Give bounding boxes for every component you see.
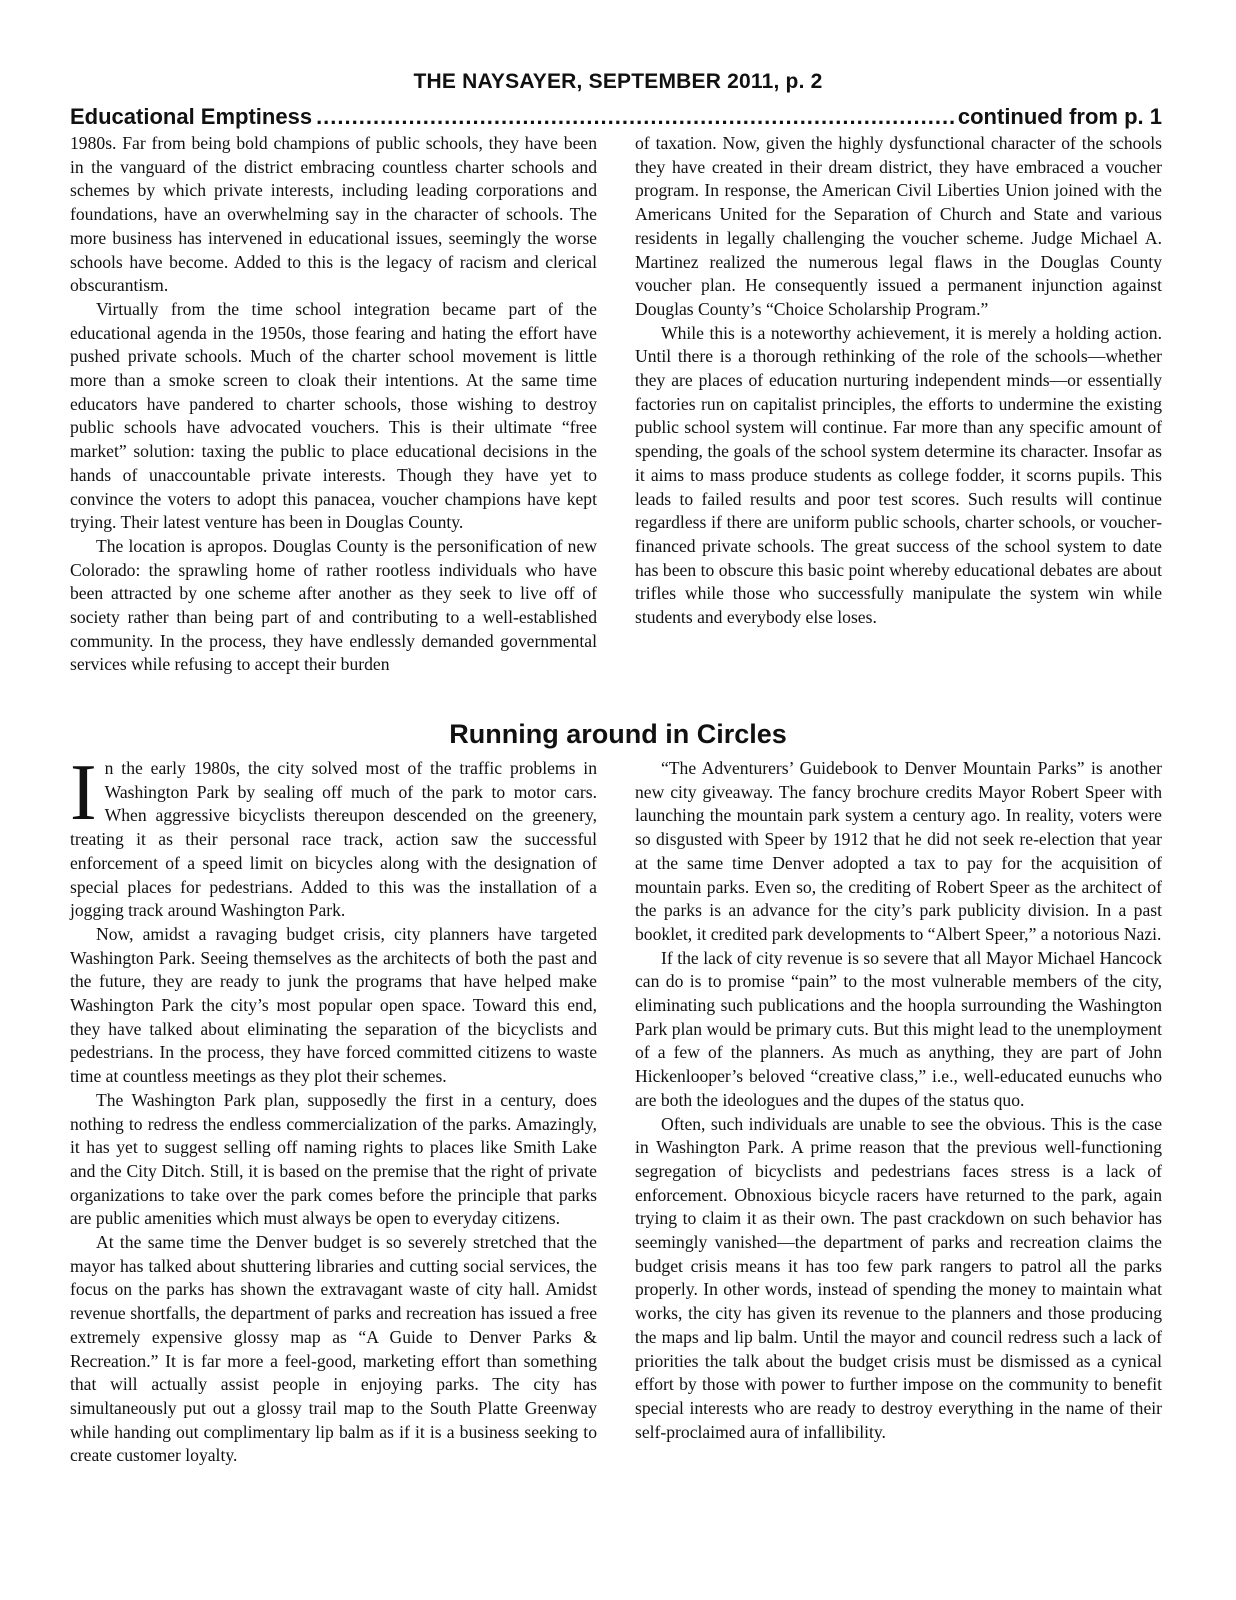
paragraph: Often, such individuals are unable to see the obvious. This is the case in Washington Park. A prime reason that the previous well-functioning segregation of bicyclists and pedestrians faces stress is a lack of enforcement. Obnoxious bicycle racers have returned to the park, again trying to claim it as their own. The past crackdown on such behavior has seemingly vanished—the department of parks and recreation claims the budget crisis means it has too few park rangers to patrol all the parks properly. In other words, instead of spending the money to maintain what works, the city has given its revenue to the planners and those producing the maps and lip balm. Until the mayor and council redress such a lack of priorities the talk about the budget crisis must be dismissed as a cynical effort by those with power to further impose on the community to benefit special interests who are ready to destroy everything in the name of their self-proclaimed aura of infallibility. bbox=[635, 1113, 1162, 1442]
article1-continued-note: continued from p. 1 bbox=[957, 104, 1162, 129]
dot-leader bbox=[316, 104, 954, 130]
paragraph: The Washington Park plan, supposedly the first in a century, does nothing to redress the endless commercialization of the parks. Amazingly, it has yet to suggest selling off naming rights to places like Smith Lake and the City Ditch. Still, it is based on the premise that the right of private organizations to take over the park comes before the principle that parks are public amenities which must always be open to everyday citizens. bbox=[70, 1089, 597, 1229]
paragraph: “The Adventurers’ Guidebook to Denver Mountain Parks” is another new city giveaway. The fancy brochure credits Mayor Robert Speer with launching the mountain park system a century ago. In reality, voters were so disgusted with Speer by 1912 that he did not seek re-election that year at the same time Denver adopted a tax to pay for the acquisition of mountain parks. Even so, the crediting of Robert Speer as the architect of the parks is an advance for the city’s park publicity division. In a past booklet, it credited park developments to “Albert Speer,” a notorious Nazi. bbox=[635, 758, 1162, 944]
paragraph: While this is a noteworthy achievement, it is merely a holding action. Until there is a thorough rethinking of the role of the schools—whether they are places of education nurturing independent minds—or essentially factories run on capitalist principles, the efforts to undermine the existing public school system will continue. Far more than any specific amount of spending, the goals of the school system determine its character. Insofar as it aims to mass produce students as college fodder, it scorns pupils. This leads to failed results and poor test scores. Such results will continue regardless if there are uniform public schools, charter schools, or voucher-financed private schools. The great success of the school system to date has been to obscure this basic point whereby educational debates are about trifles while those who successfully manipulate the system win while students and everybody else loses. bbox=[635, 322, 1162, 628]
paragraph: The location is apropos. Douglas County is the personification of new Colorado: the sprawling home of rather rootless individuals who have been attracted by one scheme after another as they seek to live off of society rather than being part of and contributing to a well-established community. In the process, they have endlessly demanded governmental services while refusing to accept their burden bbox=[70, 535, 597, 675]
article1-title: Educational Emptiness bbox=[70, 104, 313, 129]
page-masthead: THE NAYSAYER, SEPTEMBER 2011, p. 2 bbox=[413, 70, 823, 93]
article1-left-column bbox=[70, 132, 597, 677]
paragraph: Now, amidst a ravaging budget crisis, city planners have targeted Washington Park. Seeing themselves as the architects of both the past and the future, they are ready to junk the programs that have helped make Washington Park the city’s most popular open space. Toward this end, they have talked about eliminating the separation of the bicyclists and pedestrians. In the process, they have forced committed citizens to waste time at countless meetings as they plot their schemes. bbox=[70, 923, 597, 1087]
article2-left-column bbox=[70, 749, 597, 1468]
paragraph: of taxation. Now, given the highly dysfunctional character of the schools they have created in their dream district, they have embraced a voucher program. In response, the American Civil Liberties Union joined with the Americans United for the Separation of Church and State and various residents in legally challenging the voucher scheme. Judge Michael A. Martinez realized the numerous legal flaws in the Douglas County voucher plan. He consequently issued a permanent injunction against Douglas County’s “Choice Scholarship Program.” bbox=[635, 133, 1162, 319]
paragraph: At the same time the Denver budget is so severely stretched that the mayor has talked about shuttering libraries and cutting social services, the focus on the parks has shown the extravagant waste of city hall. Amidst revenue shortfalls, the department of parks and recreation has issued a free extremely expensive glossy map as “A Guide to Denver Parks & Recreation.” It is far more a feel-good, marketing effort than something that will actually assist people in enjoying parks. The city has simultaneously put out a glossy trail map to the South Platte Greenway while handing out complimentary lip balm as if it is a business seeking to create customer loyalty. bbox=[70, 1232, 597, 1466]
article1-body bbox=[70, 132, 1162, 677]
paragraph-with-dropcap bbox=[70, 749, 597, 923]
paragraph-text: n the early 1980s, the city solved most of the traffic problems in Washington Park by sealing off much of the park to motor cars. When aggressive bicyclists thereupon descended on the greenery, treating it as their personal race track, action saw the successful enforcement of a speed limit on bicycles along with the designation of special places for pedestrians. Added to this was the installation of a jogging track around Washington Park. bbox=[70, 758, 597, 921]
article2-right-column bbox=[635, 757, 1162, 1468]
article2-title: Running around in Circles bbox=[449, 719, 787, 749]
paragraph: If the lack of city revenue is so severe that all Mayor Michael Hancock can do is to promise “pain” to the most vulnerable members of the city, eliminating such publications and the hoopla surrounding the Washington Park plan would be primary cuts. But this might lead to the unemployment of a few of the planners. As much as anything, they are part of John Hickenlooper’s beloved “creative class,” i.e., well-educated eunuchs who are both the ideologues and the dupes of the status quo. bbox=[635, 947, 1162, 1110]
article2-body bbox=[70, 749, 1162, 1468]
article1-headline bbox=[70, 104, 1162, 132]
article1-right-column bbox=[635, 132, 1162, 677]
paragraph: Virtually from the time school integration became part of the educational agenda in the 1950s, those fearing and hating the effort have pushed private schools. Much of the charter school movement is little more than a smoke screen to cloak their intentions. At the same time educators have pandered to charter schools, those wishing to destroy public schools have advocated vouchers. This is their ultimate “free market” solution: taxing the public to place educational decisions in the hands of unaccountable private interests. Though they have yet to convince the voters to adopt this panacea, voucher champions have kept trying. Their latest venture has been in Douglas County. bbox=[70, 298, 597, 533]
paragraph: 1980s. Far from being bold champions of public schools, they have been in the vanguard of the district embracing countless charter schools and schemes by which private interests, including leading corporations and foundations, have an overwhelming say in the character of schools. The more business has intervened in educational issues, seemingly the worse schools have become. Added to this is the legacy of racism and clerical obscurantism. bbox=[70, 133, 597, 296]
drop-cap: I bbox=[70, 749, 97, 837]
